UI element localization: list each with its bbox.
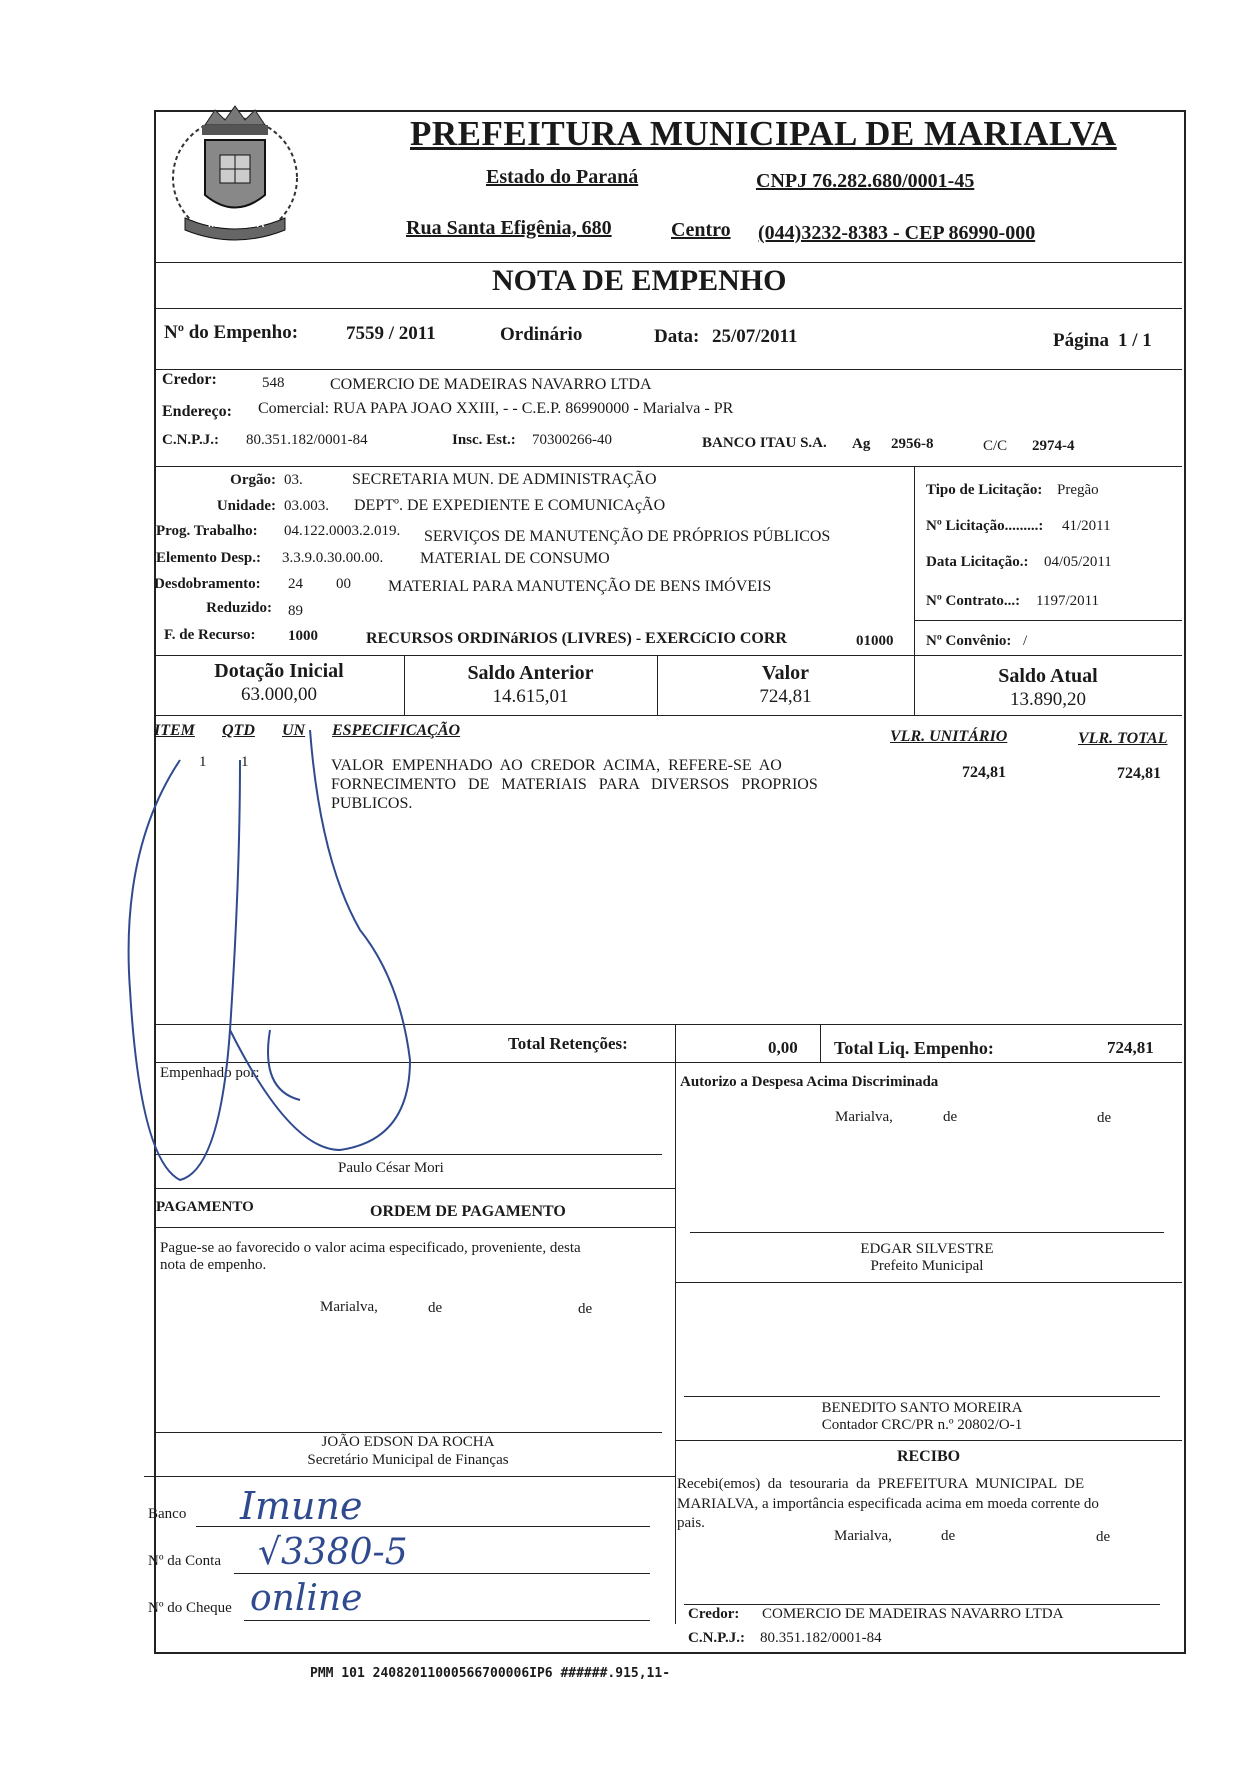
licitacao-num-label: Nº Licitação.........: [926,518,1044,534]
payment-de-1: de [428,1300,443,1316]
mayor-title: Prefeito Municipal [870,1258,984,1274]
elemento-label: Elemento Desp.: [156,550,261,566]
elemento: MATERIAL DE CONSUMO [420,550,610,567]
district: Centro [671,219,731,241]
cheque-label: Nº do Cheque [148,1600,232,1616]
treasurer-name: JOÃO EDSON DA ROCHA [321,1434,495,1450]
licitacao-tipo: Pregão [1057,482,1099,498]
saldo-anterior: 14.615,01 [492,686,569,707]
page-label: Página [1053,330,1109,351]
dotacao-label: Dotação Inicial [214,660,344,682]
divider [914,620,1182,621]
item-spec-2: FORNECIMENTO DE MATERIAIS PARA DIVERSOS PROPRIOS [331,776,818,793]
city-hall-title: PREFEITURA MUNICIPAL DE MARIALVA [410,114,1117,153]
col-spec-header: ESPECIFICAÇÃO [332,722,461,739]
payment-de-2: de [578,1301,593,1317]
desdob-code1: 24 [288,576,303,592]
valor-label: Valor [761,662,810,684]
total-liq-label: Total Liq. Empenho: [834,1038,994,1058]
divider [154,369,1182,370]
reduzido: 89 [288,603,303,619]
licitacao-data-label: Data Licitação.: [926,554,1029,570]
credor-label: Credor: [162,371,217,388]
account: 2974-4 [1032,438,1075,454]
auth-city: Marialva, [835,1109,893,1125]
contrato-label: Nº Contrato...: [926,593,1021,609]
total-liq: 724,81 [1107,1038,1154,1057]
autorizo-text: Autorizo a Despesa Acima Discriminada [680,1074,939,1090]
treasurer-title: Secretário Municipal de Finanças [307,1452,509,1468]
saldo-anterior-label: Saldo Anterior [467,662,594,684]
handwritten-signature [110,730,470,1190]
recibo-text-1: Recebi(emos) da tesouraria da PREFEITURA MUNICIPAL DE [677,1476,1085,1492]
recibo-cnpj-label: C.N.P.J.: [688,1630,745,1646]
phone-cep: (044)3232-8383 - CEP 86990-000 [758,222,1036,244]
accountant-title: Contador CRC/PR n.º 20802/O-1 [821,1417,1023,1433]
insc-value: 70300266-40 [532,432,612,448]
divider [675,1440,1182,1441]
ordem-label: ORDEM DE PAGAMENTO [370,1203,566,1220]
recurso-label: F. de Recurso: [164,627,256,643]
recurso: RECURSOS ORDINáRIOS (LIVRES) - EXERCíCIO CORR [366,630,787,647]
signature-line [690,1232,1164,1233]
pagamento-label: PAGAMENTO [156,1199,254,1215]
payment-text-2: nota de empenho. [160,1257,267,1273]
divider [154,655,1182,656]
prog: SERVIÇOS DE MANUTENÇÃO DE PRÓPRIOS PÚBLICOS [424,528,831,545]
recibo-city: Marialva, [834,1528,892,1544]
recibo-credor: COMERCIO DE MADEIRAS NAVARRO LTDA [762,1606,1064,1622]
recibo-de-1: de [941,1528,956,1544]
divider [154,466,1182,467]
prog-label: Prog. Trabalho: [156,523,258,539]
divider [144,1476,675,1477]
retencoes-label: Total Retenções: [508,1034,628,1053]
valor: 724,81 [759,686,812,707]
convenio-label: Nº Convênio: [926,633,1012,649]
item-unit-value: 724,81 [962,764,1006,781]
divider [154,308,1182,309]
conta-label: Nº da Conta [148,1553,221,1569]
recibo-title: RECIBO [896,1448,961,1465]
credor-code: 548 [262,375,285,391]
divider [154,715,1182,716]
insc-label: Insc. Est.: [452,432,516,448]
accountant-name: BENEDITO SANTO MOREIRA [821,1400,1023,1416]
document-title: NOTA DE EMPENHO [492,264,787,297]
empenho-number-label: Nº do Empenho: [164,322,299,343]
recibo-de-2: de [1096,1529,1111,1545]
licitacao-tipo-label: Tipo de Licitação: [926,482,1043,498]
address-label: Endereço: [162,403,232,420]
desdob-code2: 00 [336,576,351,592]
empenho-type: Ordinário [500,324,583,345]
elemento-code: 3.3.9.0.30.00.00. [282,550,384,566]
col-total-header: VLR. TOTAL [1078,730,1168,747]
cheque-handwritten: online [250,1578,363,1619]
crest-text: MARIALVA [208,218,265,230]
signature-line [684,1396,1160,1397]
credor-cnpj-label: C.N.P.J.: [162,432,219,448]
unidade-code: 03.003. [284,498,329,514]
banco-handwritten: Imune [240,1484,363,1528]
orgao: SECRETARIA MUN. DE ADMINISTRAÇÃO [352,471,657,488]
recibo-text-3: pais. [677,1515,705,1531]
mayor-name: EDGAR SILVESTRE [860,1241,994,1257]
divider [154,1227,675,1228]
saldo-atual: 13.890,20 [1010,689,1086,710]
agency-label: Ag [852,436,871,452]
payment-city: Marialva, [320,1299,378,1315]
item-total-value: 724,81 [1117,765,1161,782]
col-qtd-header: QTD [222,722,255,739]
recurso-number: 01000 [856,633,894,649]
prog-code: 04.122.0003.2.019. [284,523,401,539]
divider [675,1024,676,1624]
divider [675,1282,1182,1283]
recibo-cnpj: 80.351.182/0001-84 [760,1630,882,1646]
licitacao-data: 04/05/2011 [1044,554,1112,570]
divider [154,262,1182,263]
retencoes: 0,00 [768,1038,798,1057]
state-name: Estado do Paraná [486,166,639,188]
account-label: C/C [983,438,1008,454]
recibo-text-2: MARIALVA, a importância especificada acima em moeda corrente do [677,1496,1099,1512]
contrato: 1197/2011 [1036,593,1100,609]
convenio: / [1023,633,1028,649]
reduzido-label: Reduzido: [206,600,272,616]
banco-label: Banco [148,1506,187,1522]
dotacao: 63.000,00 [241,684,317,705]
item-qty: 1 [241,754,249,770]
city-hall-cnpj: CNPJ 76.282.680/0001-45 [756,170,975,192]
item-spec-1: VALOR EMPENHADO AO CREDOR ACIMA, REFERE-SE AO [331,757,782,774]
credor-name: COMERCIO DE MADEIRAS NAVARRO LTDA [330,376,652,393]
col-item-header: ITEM [154,722,195,739]
auth-de-1: de [943,1109,958,1125]
col-unit-header: VLR. UNITÁRIO [890,728,1008,745]
signature-line [154,1432,662,1433]
orgao-label: Orgão: [230,472,276,488]
unidade: DEPTº. DE EXPEDIENTE E COMUNICAçÃO [354,497,666,514]
city-crest [160,100,310,250]
recibo-credor-label: Credor: [688,1606,740,1622]
unidade-label: Unidade: [216,498,276,514]
bank-name: BANCO ITAU S.A. [702,435,827,451]
desdob-label: Desdobramento: [154,576,261,592]
street-address: Rua Santa Efigênia, 680 [406,217,612,239]
divider [820,1024,821,1062]
empenho-date: 25/07/2011 [712,326,798,347]
orgao-code: 03. [284,472,303,488]
item-spec-3: PUBLICOS. [331,795,413,812]
payment-text-1: Pague-se ao favorecido o valor acima especificado, proveniente, desta [160,1240,581,1256]
page-number: 1 / 1 [1118,330,1152,351]
item-number: 1 [199,754,207,770]
conta-handwritten: √3380-5 [258,1532,408,1573]
saldo-atual-label: Saldo Atual [998,665,1098,687]
desdob: MATERIAL PARA MANUTENÇÃO DE BENS IMÓVEIS [388,578,772,595]
footer-stamp: PMM 101 24082011000566700006IP6 ######.915,11- [310,1666,671,1681]
empenhado-label: Empenhado por: [160,1065,260,1081]
divider [914,466,915,656]
input-line [244,1620,650,1621]
signature-line [684,1604,1160,1605]
empenhado-name: Paulo César Mori [338,1160,444,1176]
col-un-header: UN [282,722,306,739]
agency: 2956-8 [891,436,934,452]
input-line [234,1573,650,1574]
auth-de-2: de [1097,1110,1112,1126]
empenho-date-label: Data: [654,326,700,347]
licitacao-num: 41/2011 [1062,518,1111,534]
recurso-code: 1000 [288,628,318,644]
credor-address: Comercial: RUA PAPA JOAO XXIII, - - C.E.P. 86990000 - Marialva - PR [258,400,734,417]
credor-cnpj: 80.351.182/0001-84 [246,432,368,448]
empenho-number: 7559 / 2011 [346,323,436,344]
